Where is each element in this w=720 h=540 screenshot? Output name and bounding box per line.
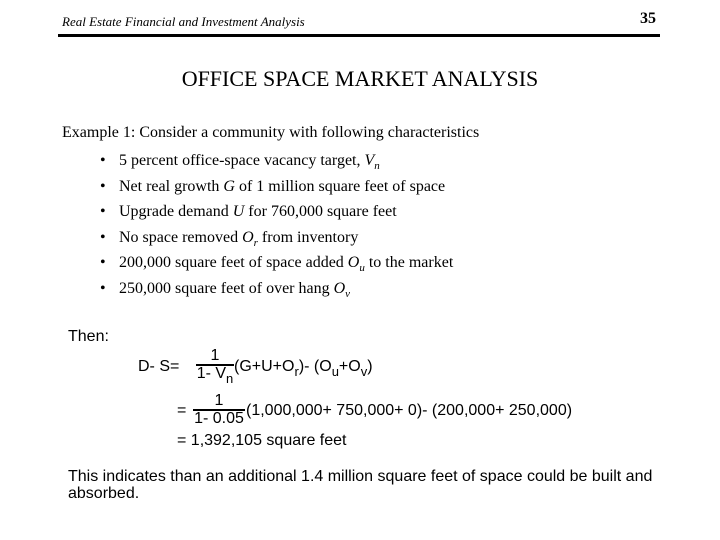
characteristics-list xyxy=(100,150,453,304)
bullet-icon: • xyxy=(100,152,106,169)
eq2-equals: = xyxy=(177,402,187,419)
eq1-denominator: 1- $V_n$ xyxy=(196,364,234,386)
conclusion-text: This indicates than an additional 1.4 million square feet of space could be built and absorbed. xyxy=(68,468,653,502)
list-item: • 250,000 square feet of over hang $O_v$ xyxy=(100,279,351,301)
eq1-numerator: 1 xyxy=(210,347,220,364)
eq2-rhs: (1,000,000+ 750,000+ 0)- (200,000+ 250,000) xyxy=(246,402,573,419)
list-item: • No space removed $O_r$ from inventory xyxy=(100,228,359,249)
eq2-denominator: 1- 0.05 xyxy=(194,409,244,427)
then-label: Then: xyxy=(68,328,109,345)
list-item: • 200,000 square feet of space added $O_u$ to the market xyxy=(100,254,454,275)
list-item: • Upgrade demand U for 760,000 square feet xyxy=(100,201,453,227)
list-item: • Net real growth G of 1 million square feet of space xyxy=(100,176,453,202)
bullet-icon: • xyxy=(100,203,106,221)
bullet-icon: • xyxy=(100,177,106,195)
eq2-numerator: 1 xyxy=(214,392,224,409)
eq1-lhs: D- S= xyxy=(138,358,180,375)
eq3-result: = 1,392,105 square feet xyxy=(177,432,347,449)
example-intro: Example 1: Consider a community with following characteristics xyxy=(62,124,480,141)
page-number: 35 xyxy=(640,10,656,27)
eq1-rhs: $(G+U+O_r)-$ $(O_u+O_v)$ xyxy=(234,358,373,379)
bullet-icon: • xyxy=(100,279,106,297)
bullet-icon: • xyxy=(100,254,106,272)
page-title: OFFICE SPACE MARKET ANALYSIS xyxy=(181,66,539,91)
eq2-fraction xyxy=(193,393,245,427)
list-item: • 5 percent office-space vacancy target, $V_n$ xyxy=(100,152,380,173)
header-rule xyxy=(58,34,660,37)
bullet-icon: • xyxy=(100,228,106,246)
course-title: Real Estate Financial and Investment Analysis xyxy=(62,14,305,29)
eq1-fraction xyxy=(196,347,234,386)
